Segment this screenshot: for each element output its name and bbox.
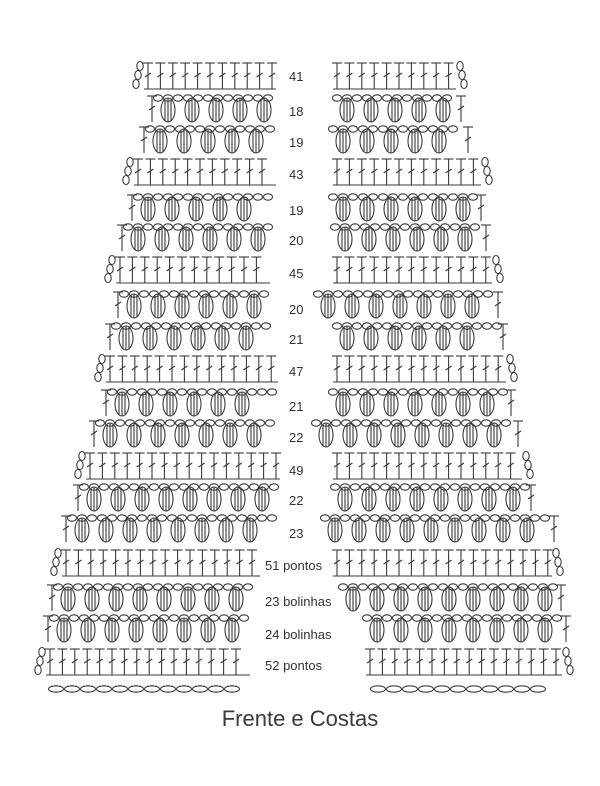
chain-stitch: [170, 615, 179, 621]
chain-stitch: [118, 515, 127, 521]
chain-stitch: [459, 584, 468, 590]
row-label: 24 bolinhas: [265, 627, 332, 642]
chain-stitch: [384, 291, 393, 297]
turning-chain: [55, 549, 61, 558]
turning-chain: [482, 158, 488, 167]
chain-stitch: [329, 126, 338, 132]
chain-stitch: [49, 686, 64, 692]
row-label: 51 pontos: [265, 558, 323, 573]
chain-stitch: [451, 224, 460, 230]
chain-stitch: [97, 686, 112, 692]
chain-stitch: [363, 615, 372, 621]
chain-stitch: [471, 224, 480, 230]
chain-stitch: [158, 515, 167, 521]
turning-chain: [99, 355, 105, 364]
turning-chain: [53, 558, 59, 567]
chain-stitch: [258, 389, 267, 395]
chain-stitch: [381, 224, 390, 230]
chain-stitch: [312, 420, 321, 426]
turning-chain: [79, 452, 85, 461]
chain-stitch: [209, 686, 224, 692]
turning-chain: [137, 62, 143, 71]
chain-stitch: [194, 224, 203, 230]
chain-stitch: [471, 484, 480, 490]
chain-stitch: [483, 615, 492, 621]
chain-stitch: [154, 194, 163, 200]
chain-stitch: [161, 686, 176, 692]
turning-chain: [461, 80, 467, 89]
chain-stitch: [479, 584, 488, 590]
chain-stitch: [331, 224, 340, 230]
chain-stitch: [240, 615, 249, 621]
chain-stitch: [104, 584, 113, 590]
chain-stitch: [132, 323, 141, 329]
chain-stitch: [224, 194, 233, 200]
turning-chain: [486, 176, 492, 185]
chain-stitch: [178, 389, 187, 395]
row-label: 21: [289, 399, 304, 414]
row-label: 20: [289, 302, 304, 317]
chain-stitch: [220, 615, 229, 621]
chain-stitch: [452, 420, 461, 426]
chain-stitch: [451, 686, 466, 692]
chain-stitch: [166, 126, 175, 132]
chain-stitch: [349, 194, 358, 200]
turning-chain: [107, 265, 113, 274]
chain-stitch: [411, 515, 420, 521]
turning-chain: [509, 364, 515, 373]
row-label: 47: [289, 364, 304, 379]
chain-stitch: [399, 194, 408, 200]
chain-stitch: [502, 420, 511, 426]
chain-stitch: [210, 291, 219, 297]
chain-stitch: [421, 484, 430, 490]
chain-stitch: [224, 584, 233, 590]
chain-stitch: [248, 389, 257, 395]
chain-stitch: [433, 615, 442, 621]
chain-stitch: [389, 584, 398, 590]
chain-stitch: [461, 515, 470, 521]
chain-stitch: [353, 95, 362, 101]
chain-stitch: [339, 584, 348, 590]
chain-stitch: [260, 291, 269, 297]
chain-stitch: [484, 291, 493, 297]
chain-stitch: [202, 323, 211, 329]
chain-stitch: [333, 323, 342, 329]
chain-stitch: [341, 515, 350, 521]
chain-stitch: [359, 584, 368, 590]
chain-stitch: [329, 194, 338, 200]
chain-stitch: [483, 686, 498, 692]
chain-stitch: [100, 615, 109, 621]
chain-stitch: [252, 323, 261, 329]
chain-stitch: [401, 224, 410, 230]
chain-stitch: [387, 686, 402, 692]
chain-stitch: [177, 686, 192, 692]
chain-stitch: [214, 224, 223, 230]
chain-stitch: [196, 126, 205, 132]
chain-stitch: [423, 95, 432, 101]
chain-stitch: [321, 515, 330, 521]
chain-stitch: [200, 484, 209, 490]
chain-stitch: [145, 686, 160, 692]
turning-chain: [457, 62, 463, 71]
row-label: 45: [289, 266, 304, 281]
chain-stitch: [120, 615, 129, 621]
row-label: 22: [289, 430, 304, 445]
chain-stitch: [262, 323, 271, 329]
diagram-caption: Frente e Costas: [221, 706, 379, 731]
chain-stitch: [198, 389, 207, 395]
chain-stitch: [244, 95, 253, 101]
chain-stitch: [419, 126, 428, 132]
chain-stitch: [383, 323, 392, 329]
chain-stitch: [449, 126, 458, 132]
turning-chain: [567, 666, 573, 675]
chain-stitch: [423, 323, 432, 329]
chain-stitch: [419, 389, 428, 395]
chain-stitch: [138, 515, 147, 521]
chain-stitch: [188, 515, 197, 521]
chain-stitch: [449, 194, 458, 200]
chain-stitch: [232, 323, 241, 329]
chain-stitch: [419, 686, 434, 692]
chain-stitch: [403, 686, 418, 692]
chain-stitch: [264, 194, 273, 200]
row-label: 43: [289, 167, 304, 182]
chain-stitch: [413, 615, 422, 621]
chain-stitch: [174, 584, 183, 590]
chain-stitch: [129, 686, 144, 692]
chain-stitch: [70, 615, 79, 621]
chain-stitch: [216, 126, 225, 132]
chain-stitch: [244, 224, 253, 230]
turning-chain: [527, 470, 533, 479]
chain-stitch: [469, 389, 478, 395]
turning-chain: [553, 549, 559, 558]
chain-stitch: [186, 420, 195, 426]
turning-chain: [135, 71, 141, 80]
chain-stitch: [503, 615, 512, 621]
chain-stitch: [499, 686, 514, 692]
row-label: 20: [289, 233, 304, 248]
chain-stitch: [228, 389, 237, 395]
chain-stitch: [399, 126, 408, 132]
chain-stitch: [190, 291, 199, 297]
row-label: 41: [289, 69, 304, 84]
chain-stitch: [204, 95, 213, 101]
chain-stitch: [174, 95, 183, 101]
chain-stitch: [403, 323, 412, 329]
chain-stitch: [434, 291, 443, 297]
chain-stitch: [501, 484, 510, 490]
row-label: 49: [289, 463, 304, 478]
chain-stitch: [65, 686, 80, 692]
chain-stitch: [432, 420, 441, 426]
chain-stitch: [435, 686, 450, 692]
chain-stitch: [140, 615, 149, 621]
turning-chain: [123, 176, 129, 185]
chain-stitch: [382, 420, 391, 426]
chain-stitch: [362, 420, 371, 426]
chain-stitch: [266, 126, 275, 132]
chain-stitch: [208, 515, 217, 521]
turning-chain: [525, 461, 531, 470]
chain-stitch: [174, 224, 183, 230]
chain-stitch: [515, 686, 530, 692]
chain-stitch: [379, 389, 388, 395]
chain-stitch: [453, 615, 462, 621]
turning-chain: [75, 470, 81, 479]
turning-chain: [507, 355, 513, 364]
chain-stitch: [158, 389, 167, 395]
chain-stitch: [553, 615, 562, 621]
chain-stitch: [509, 584, 518, 590]
chain-stitch: [531, 515, 540, 521]
turning-chain: [95, 373, 101, 382]
row-label: 23: [289, 526, 304, 541]
chain-stitch: [349, 389, 358, 395]
chain-stitch: [236, 420, 245, 426]
chain-stitch: [491, 515, 500, 521]
chain-stitch: [379, 126, 388, 132]
chain-stitch: [250, 484, 259, 490]
chain-stitch: [258, 515, 267, 521]
chain-stitch: [351, 224, 360, 230]
turning-chain: [105, 274, 111, 283]
turning-chain: [51, 567, 57, 576]
chain-stitch: [100, 484, 109, 490]
chain-stitch: [364, 291, 373, 297]
chain-stitch: [254, 194, 263, 200]
turning-chain: [459, 71, 465, 80]
chain-stitch: [449, 389, 458, 395]
chain-stitch: [529, 584, 538, 590]
chain-stitch: [353, 323, 362, 329]
turning-chain: [495, 265, 501, 274]
chain-stitch: [404, 291, 413, 297]
chain-stitch: [130, 484, 139, 490]
chain-stitch: [453, 323, 462, 329]
chain-stitch: [116, 420, 125, 426]
row-label: 52 pontos: [265, 658, 323, 673]
chain-stitch: [419, 194, 428, 200]
chain-stitch: [333, 95, 342, 101]
chain-stitch: [128, 389, 137, 395]
chain-stitch: [170, 291, 179, 297]
chain-stitch: [403, 95, 412, 101]
chain-stitch: [162, 323, 171, 329]
chain-stitch: [371, 686, 386, 692]
chain-stitch: [531, 686, 546, 692]
row-label: 18: [289, 104, 304, 119]
chain-stitch: [146, 420, 155, 426]
turning-chain: [563, 648, 569, 657]
chain-stitch: [266, 420, 275, 426]
turning-chain: [39, 648, 45, 657]
chain-stitch: [401, 484, 410, 490]
turning-chain: [565, 657, 571, 666]
chain-stitch: [451, 484, 460, 490]
chain-stitch: [144, 584, 153, 590]
chain-stitch: [349, 126, 358, 132]
turning-chain: [511, 373, 517, 382]
chain-stitch: [194, 584, 203, 590]
chain-stitch: [454, 291, 463, 297]
turning-chain: [493, 256, 499, 265]
turning-chain: [97, 364, 103, 373]
chain-stitch: [264, 224, 273, 230]
chain-stitch: [379, 194, 388, 200]
row-label: 21: [289, 332, 304, 347]
chain-stitch: [399, 389, 408, 395]
chain-stitch: [74, 584, 83, 590]
chain-stitch: [371, 515, 380, 521]
chain-stitch: [351, 484, 360, 490]
turning-chain: [523, 452, 529, 461]
row-label: 19: [289, 135, 304, 150]
chain-stitch: [511, 515, 520, 521]
chain-stitch: [383, 615, 392, 621]
chain-stitch: [332, 420, 341, 426]
chain-stitch: [329, 389, 338, 395]
chain-stitch: [216, 420, 225, 426]
chain-stitch: [381, 484, 390, 490]
chain-stitch: [88, 515, 97, 521]
chain-stitch: [184, 194, 193, 200]
chain-stitch: [150, 484, 159, 490]
chain-stitch: [225, 686, 240, 692]
turning-chain: [497, 274, 503, 283]
chain-stitch: [193, 686, 208, 692]
chain-stitch: [240, 291, 249, 297]
turning-chain: [133, 80, 139, 89]
turning-chain: [37, 657, 43, 666]
turning-chain: [555, 558, 561, 567]
chain-stitch: [190, 615, 199, 621]
turning-chain: [484, 167, 490, 176]
chain-stitch: [402, 420, 411, 426]
chain-stitch: [244, 584, 253, 590]
chain-stitch: [270, 484, 279, 490]
chain-stitch: [204, 194, 213, 200]
turning-chain: [77, 461, 83, 470]
chain-stitch: [140, 291, 149, 297]
chain-stitch: [238, 515, 247, 521]
chain-stitch: [409, 584, 418, 590]
chain-stitch: [220, 484, 229, 490]
chain-stitch: [144, 224, 153, 230]
chain-stitch: [334, 291, 343, 297]
chain-stitch: [81, 686, 96, 692]
turning-chain: [35, 666, 41, 675]
turning-chain: [109, 256, 115, 265]
chain-stitch: [391, 515, 400, 521]
chain-stitch: [224, 95, 233, 101]
row-label: 23 bolinhas: [265, 594, 332, 609]
chain-stitch: [166, 420, 175, 426]
chain-stitch: [331, 484, 340, 490]
chain-stitch: [483, 323, 492, 329]
chain-stitch: [314, 291, 323, 297]
turning-chain: [125, 167, 131, 176]
chain-stitch: [170, 484, 179, 490]
chain-stitch: [473, 323, 482, 329]
chain-stitch: [429, 584, 438, 590]
row-label: 22: [289, 493, 304, 508]
row-label: 19: [289, 203, 304, 218]
chain-stitch: [124, 584, 133, 590]
chain-stitch: [182, 323, 191, 329]
turning-chain: [127, 158, 133, 167]
chain-stitch: [383, 95, 392, 101]
chain-stitch: [482, 420, 491, 426]
chain-stitch: [421, 224, 430, 230]
chain-stitch: [441, 515, 450, 521]
chain-stitch: [236, 126, 245, 132]
turning-chain: [557, 567, 563, 576]
chain-stitch: [541, 515, 550, 521]
chain-stitch: [467, 686, 482, 692]
chain-stitch: [533, 615, 542, 621]
chain-stitch: [113, 686, 128, 692]
chain-stitch: [268, 515, 277, 521]
chain-stitch: [268, 389, 277, 395]
